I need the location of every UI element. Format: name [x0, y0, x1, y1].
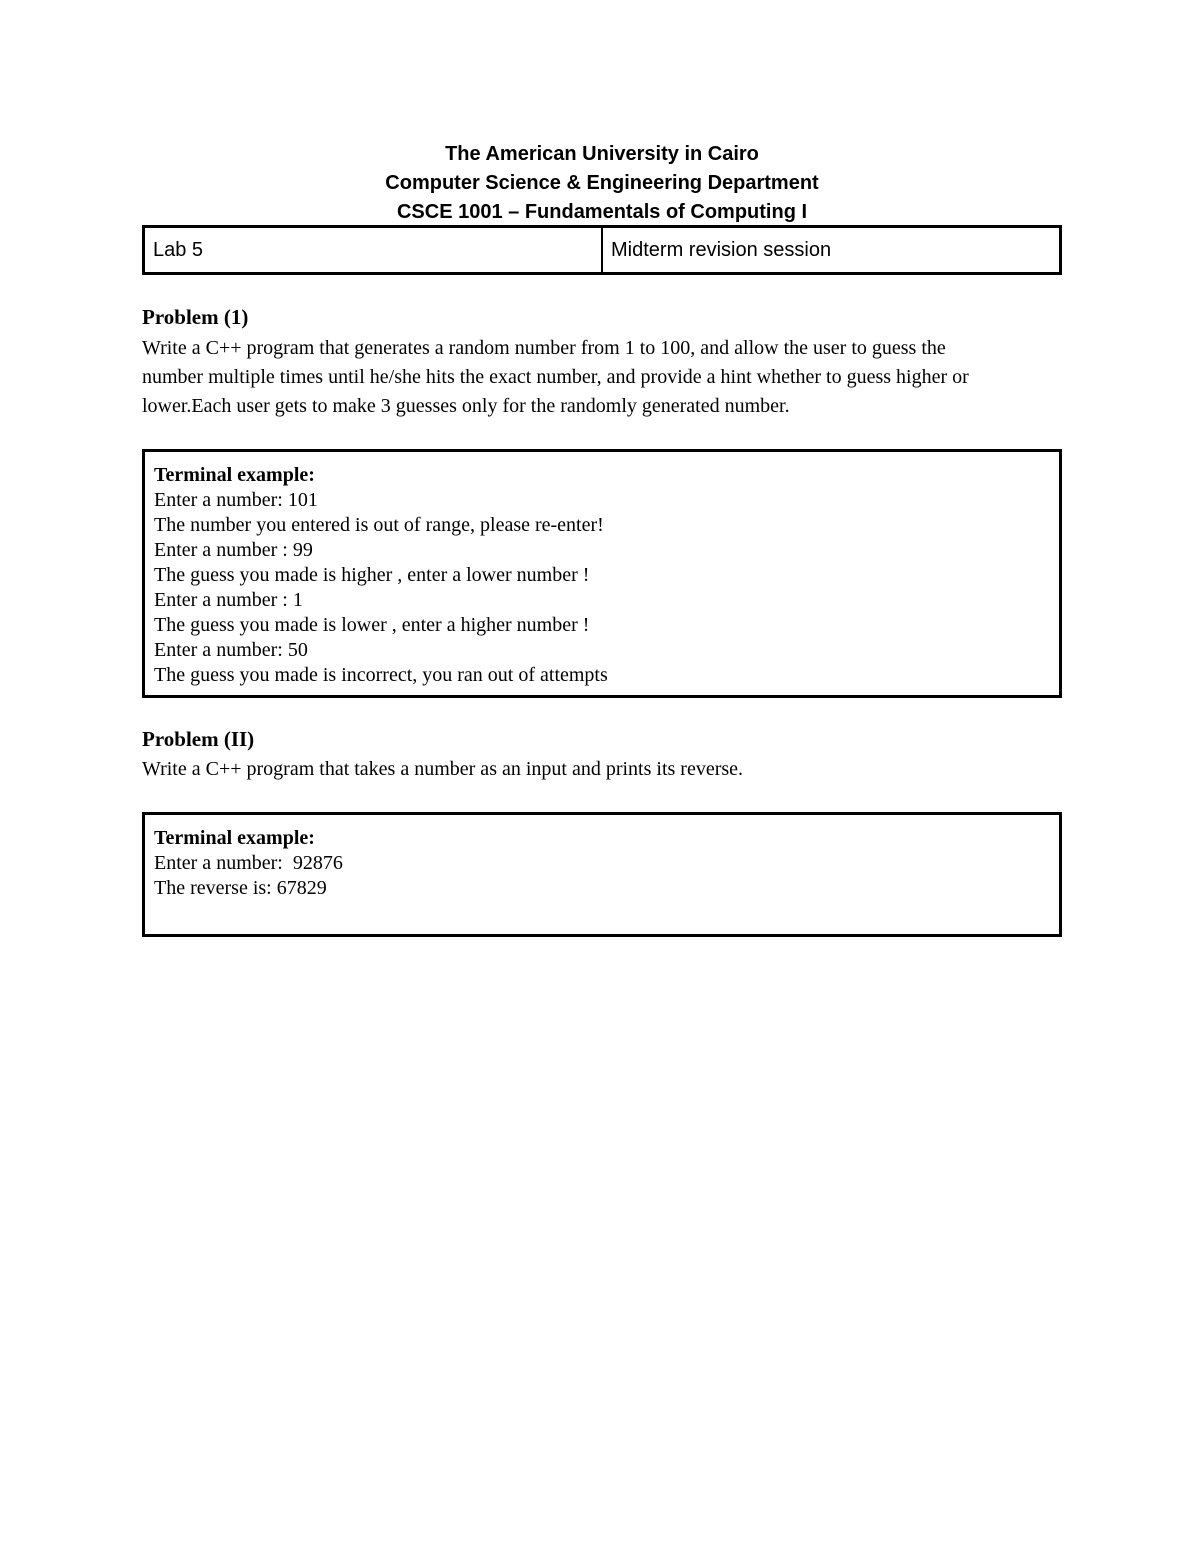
problem-2-title: Problem (II)	[142, 727, 255, 751]
terminal-example-title: Terminal example:	[154, 464, 315, 486]
lab-info-table	[142, 225, 1062, 275]
terminal-line: Enter a number: 101	[154, 489, 318, 511]
terminal-line: The guess you made is incorrect, you ran out of attempts	[154, 664, 608, 686]
problem-1-text	[142, 334, 1067, 421]
problem-1-text-line: number multiple times until he/she hits the exact number, and provide a hint whether to guess higher or	[142, 366, 969, 388]
terminal-line: The reverse is: 67829	[154, 877, 327, 899]
terminal-example-title: Terminal example:	[154, 827, 315, 849]
terminal-line: The number you entered is out of range, please re-enter!	[154, 514, 604, 536]
document-header	[142, 140, 1062, 227]
terminal-line: Enter a number : 1	[154, 589, 303, 611]
problem-2-text	[142, 755, 1067, 784]
problem-1-title: Problem (1)	[142, 305, 249, 329]
terminal-line: Enter a number : 99	[154, 539, 313, 561]
problem-1-text-line: lower.Each user gets to make 3 guesses only for the randomly generated number.	[142, 395, 790, 417]
terminal-line: The guess you made is lower , enter a higher number !	[154, 614, 590, 636]
terminal-line: Enter a number: 92876	[154, 852, 343, 874]
terminal-line: Enter a number: 50	[154, 639, 308, 661]
department-name: Computer Science & Engineering Department	[385, 172, 819, 194]
problem-1-terminal-example	[142, 449, 1062, 698]
problem-1-text-line: Write a C++ program that generates a random number from 1 to 100, and allow the user to guess the	[142, 337, 946, 359]
problem-2-text-line: Write a C++ program that takes a number as an input and prints its reverse.	[142, 758, 744, 780]
terminal-line: The guess you made is higher , enter a lower number !	[154, 564, 590, 586]
course-title: CSCE 1001 – Fundamentals of Computing I	[396, 201, 808, 223]
lab-topic-cell: Midterm revision session	[611, 238, 832, 261]
lab-number-cell: Lab 5	[145, 228, 603, 272]
university-name: The American University in Cairo	[445, 143, 759, 165]
problem-2-terminal-example	[142, 812, 1062, 937]
